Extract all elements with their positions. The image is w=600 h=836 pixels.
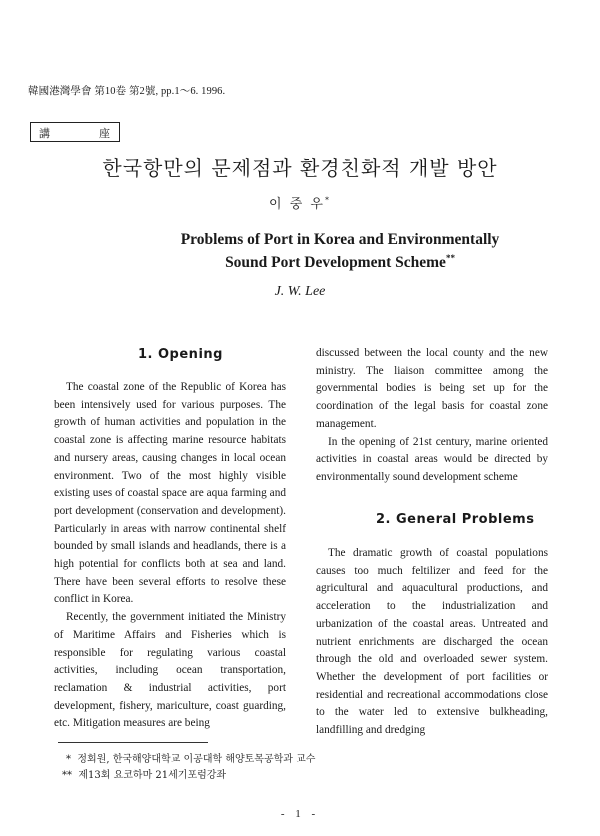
right-paragraph-2: In the opening of 21st century, marine oriented activities in coastal areas would be directed by environmentally sound development scheme bbox=[316, 435, 548, 483]
footnote-2-mark: ** bbox=[62, 770, 72, 781]
journal-info: 韓國港灣學會 第10卷 第2號, pp.1～6. 1996. bbox=[28, 86, 226, 97]
left-column bbox=[54, 379, 286, 733]
english-title-line1: Problems of Port in Korea and Environmentally bbox=[180, 231, 500, 248]
footnote-1-mark: * bbox=[66, 754, 71, 765]
footnote-2 bbox=[62, 766, 226, 781]
footnote-1 bbox=[66, 750, 315, 765]
general-problems-heading: 2. General Problems bbox=[376, 512, 535, 527]
page-number: - 1 - bbox=[280, 808, 320, 820]
section-label-char1: 講 bbox=[39, 127, 50, 140]
korean-author bbox=[0, 193, 600, 212]
section-label-box bbox=[30, 122, 120, 142]
english-title-line2-wrap bbox=[80, 249, 600, 272]
right-column-top bbox=[316, 345, 548, 487]
right-paragraph-1: discussed between the local county and the new ministry. The liaison committee among the governmental bodies is being set up for the coordination of the legal basis for coastal zone management. bbox=[316, 347, 548, 430]
english-author: J. W. Lee bbox=[274, 284, 326, 299]
right-paragraph-3: The dramatic growth of coastal populations causes too much feltilizer and feed for the agricultural and aquacultural productions, and acceleration to the industrialization and urbanization of the coastal areas. Untreated and nutrient enrichments are discharged the ocean through the old and overloaded sewer system. Whether the development of port facilities or residential and recreational accommodations close to the water led to extensive bulkheading, landfilling and dredging bbox=[316, 547, 548, 737]
english-title bbox=[80, 230, 600, 272]
right-column-bottom bbox=[316, 545, 548, 740]
footnote-2-text: 제13회 요코하마 21세기포럼강좌 bbox=[78, 770, 227, 781]
english-title-mark: ** bbox=[445, 253, 455, 263]
footnote-1-text: 정회원, 한국해양대학교 이공대학 해양토목공학과 교수 bbox=[77, 754, 316, 765]
left-paragraph-2: Recently, the government initiated the Ministry of Maritime Affairs and Fisheries which is responsible for regulating various coastal activities, including ocean transportation, reclamation & industrial activities, port development, fishery, mariculture, coast guarding, etc. Mitigation measures are being bbox=[54, 611, 286, 730]
footnote-rule bbox=[58, 742, 208, 743]
section-label-char2: 座 bbox=[99, 127, 110, 140]
korean-author-mark: * bbox=[324, 195, 331, 205]
opening-heading: 1. Opening bbox=[138, 347, 223, 362]
left-paragraph-1: The coastal zone of the Republic of Korea has been intensively used for various purposes. The growth of human activities and population in the coastal zone is affecting marine resource habitats and nursery areas, causing changes in local ocean environment. Two of the most highly visible existing uses of coastal space are aqua farming and port development (conservation and development). Particularly in areas with narrow continental shelf bounded by small islands and headlands, there is a high potential for conflicts both at sea and land. There have been several efforts to resolve these conflict in Korea. bbox=[54, 381, 286, 606]
korean-author-name: 이 중 우 bbox=[269, 197, 325, 212]
korean-title: 한국항만의 문제점과 환경친화적 개발 방안 bbox=[102, 156, 498, 180]
english-title-line2: Sound Port Development Scheme bbox=[225, 254, 446, 272]
